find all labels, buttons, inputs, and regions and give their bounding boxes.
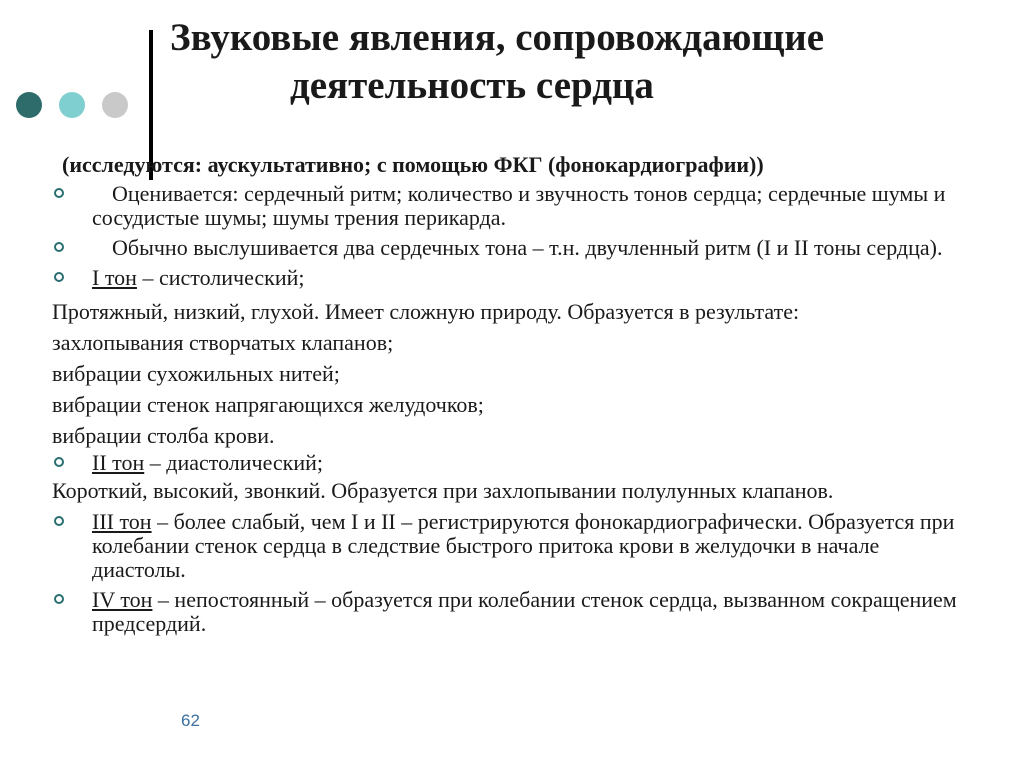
paragraph: вибрации столба крови.	[52, 423, 275, 448]
subtitle: (исследуются: аускультативно; с помощью ФКГ (фонокардиографии))	[62, 152, 764, 177]
term-fourth-tone: IV тон	[92, 587, 153, 612]
bullet-circle-icon	[54, 516, 64, 526]
bullet-text: – непостоянный – образуется при колебании стенок сердца, вызванном сокращением предсердий.	[92, 587, 957, 636]
paragraph: Короткий, высокий, звонкий. Образуется при захлопывании полулунных клапанов.	[52, 478, 834, 503]
title-line-2: деятельность сердца	[290, 64, 654, 107]
bullet-text: – более слабый, чем I и II – регистрируются фонокардиографически. Образуется при колебании стенок сердца в следствие быстрого притока крови в желудочки в начале диастолы.	[92, 509, 955, 582]
term-first-tone: I тон	[92, 265, 137, 290]
bullet-circle-icon	[54, 188, 64, 198]
bullet-text: Обычно выслушивается два сердечных тона – т.н. двучленный ритм (I и II тоны сердца).	[112, 235, 943, 260]
term-third-tone: III тон	[92, 509, 152, 534]
bullet-item	[52, 266, 972, 290]
bullet-text: – диастолический;	[144, 450, 324, 475]
bullet-text: Оценивается: сердечный ритм; количество и звучность тонов сердца; сердечные шумы и сосудистые шумы; шумы трения перикарда.	[92, 181, 946, 230]
dot-gray	[102, 92, 128, 118]
decorative-dots	[16, 92, 136, 122]
dot-light-teal	[59, 92, 85, 118]
title-line-1: Звуковые явления, сопровождающие	[170, 16, 825, 59]
slide-title	[160, 14, 980, 110]
term-second-tone: II тон	[92, 450, 145, 475]
bullet-text: – систолический;	[136, 265, 305, 290]
bullet-circle-icon	[54, 457, 64, 467]
paragraph: вибрации стенок напрягающихся желудочков;	[52, 392, 484, 417]
bullet-item	[52, 451, 972, 475]
paragraph: Протяжный, низкий, глухой. Имеет сложную природу. Образуется в результате:	[52, 299, 800, 324]
bullet-item	[52, 182, 972, 230]
slide-body	[52, 182, 972, 642]
paragraph: вибрации сухожильных нитей;	[52, 361, 340, 386]
paragraph: захлопывания створчатых клапанов;	[52, 330, 394, 355]
bullet-circle-icon	[54, 272, 64, 282]
bullet-item	[52, 588, 972, 636]
bullet-item	[52, 236, 972, 260]
bullet-circle-icon	[54, 242, 64, 252]
bullet-circle-icon	[54, 594, 64, 604]
dot-dark-teal	[16, 92, 42, 118]
page-number: 62	[181, 711, 200, 730]
bullet-item	[52, 510, 972, 582]
